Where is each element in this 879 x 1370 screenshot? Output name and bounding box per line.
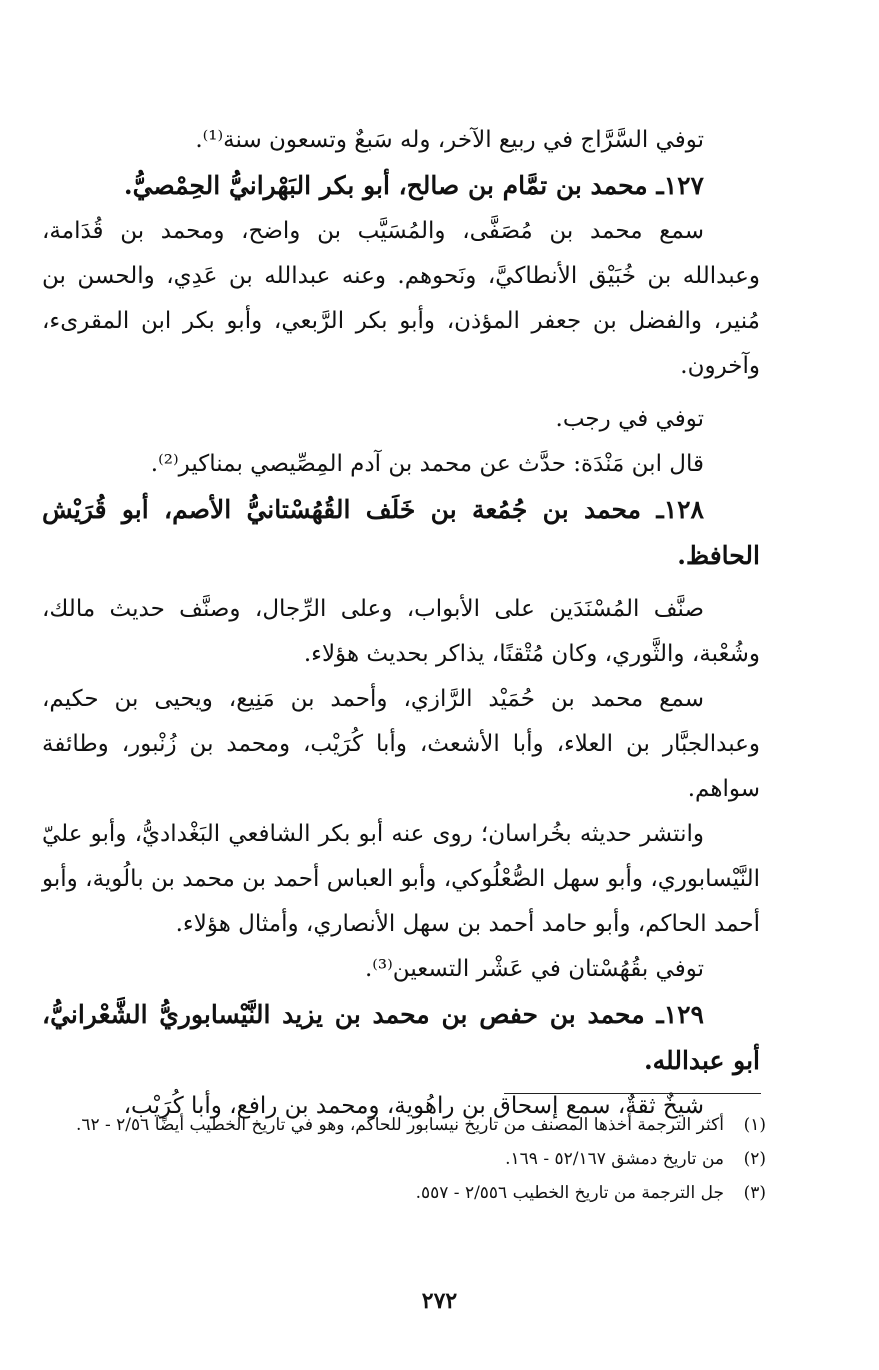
main-text <box>42 118 760 1129</box>
entry-heading-129: ١٢٩ـ محمد بن حفص بن محمد بن يزيد النَّيْسابوريُّ الشَّعْرانيُّ، أبو عبدالله. <box>42 1000 760 1075</box>
footnotes <box>42 1111 766 1213</box>
paragraph-128-works: صنَّف المُسْنَدَين على الأبواب، وعلى الرِّجال، وصنَّف حديث مالك، وشُعْبة، والثَّوري، وكان مُتْقنًا، يذاكر بحديث هؤلاء. <box>42 596 760 667</box>
footnote-item <box>42 1145 766 1173</box>
entry-heading-128: ١٢٨ـ محمد بن جُمُعة بن خَلَف القُهُسْتانيُّ الأصم، أبو قُرَيْش الحافظ. <box>42 495 760 570</box>
paragraph-127-ibn-manda: قال ابن مَنْدَة: حدَّث عن محمد بن آدم المِصِّيصي بمناكير⁽²⁾. <box>150 451 704 477</box>
paragraph-127-narrators: سمع محمد بن مُصَفَّى، والمُسَيَّب بن واضح، ومحمد بن قُدَامة، وعبدالله بن خُبَيْق الأنطاكيَّ، ونَحوهم. وعنه عبدالله بن عَدِي، والحسن بن مُنير، والفضل بن جعفر المؤذن، وأبو بكر الرَّبعي، وأبو بكر ابن المقرىء، وآخرون. <box>42 218 760 379</box>
spacer <box>42 579 760 587</box>
paragraph-death-sarraj: توفي السَّرَّاج في ربيع الآخر، وله سَبعٌ وتسعون سنة⁽¹⁾. <box>195 127 704 153</box>
page-number: ٢٧٢ <box>421 1288 458 1314</box>
footnote-number: (٣) <box>743 1183 766 1203</box>
paragraph-128-students: وانتشر حديثه بخُراسان؛ روى عنه أبو بكر الشافعي البَغْداديُّ، وأبو عليّ النَّيْسابوري، وأبو سهل الصُّعْلُوكي، وأبو العباس أحمد بن محمد بن بالُوية، وأبو أحمد الحاكم، وأبو حامد أحمد بن سهل الأنصاري، وأمثال هؤلاء. <box>42 821 760 937</box>
footnote-item <box>42 1179 766 1207</box>
paragraph-128-teachers: سمع محمد بن حُمَيْد الرَّازي، وأحمد بن مَنِيع، ويحيى بن حكيم، وعبدالجبَّار بن العلاء، وأبا الأشعث، وأبا كُرَيْب، ومحمد بن زُنْبور، وطائفة سواهم. <box>42 686 760 802</box>
footnote-divider <box>504 1093 761 1094</box>
footnote-number: (٢) <box>743 1149 766 1169</box>
paragraph-128-death: توفي بقُهُسْتان في عَشْر التسعين⁽³⁾. <box>364 956 704 982</box>
spacer <box>42 389 760 397</box>
footnote-text: أكثر الترجمة أخذها المصنف من تاريخ نيسابور للحاكم، وهو في تاريخ الخطيب أيضًا ٢/٥٦ - ٦٢. <box>75 1115 724 1135</box>
footnote-text: من تاريخ دمشق ٥٢/١٦٧ - ١٦٩. <box>505 1149 724 1169</box>
footnote-text: جل الترجمة من تاريخ الخطيب ٢/٥٥٦ - ٥٥٧. <box>415 1183 724 1203</box>
paragraph-129-teachers: شيخٌ ثقةٌ، سمع إسحاق بن راهُوية، ومحمد بن رافع، وأبا كُرَيْب، <box>123 1093 704 1119</box>
entry-heading-127: ١٢٧ـ محمد بن تمَّام بن صالح، أبو بكر البَهْرانيُّ الحِمْصيُّ. <box>123 171 704 200</box>
footnote-item <box>42 1111 766 1139</box>
footnote-number: (١) <box>743 1115 766 1135</box>
paragraph-127-death: توفي في رجب. <box>555 406 704 432</box>
